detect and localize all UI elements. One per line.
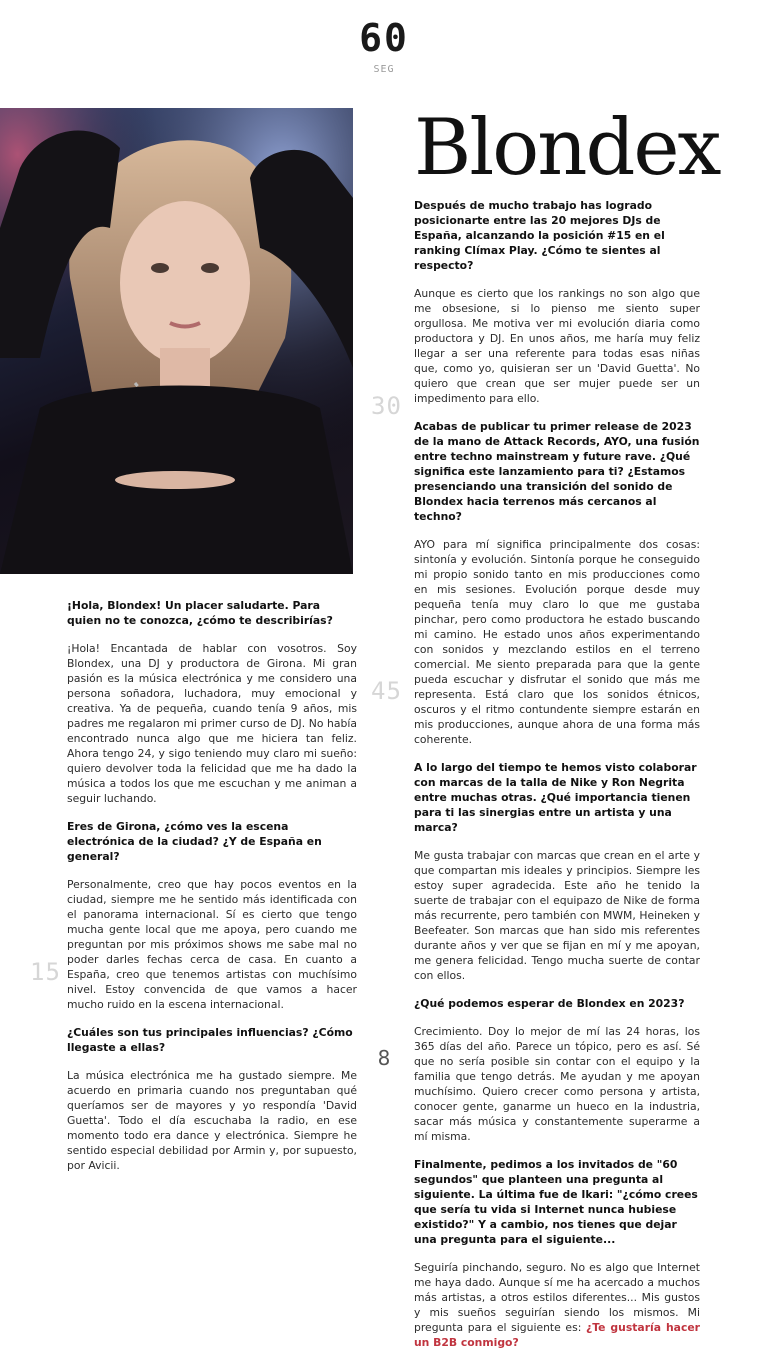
- interview-question: Acabas de publicar tu primer release de 2023 de la mano de Attack Records, AYO, una fusión entre techno mainstream y future rave. ¿Qué significa este lanzamiento para ti? ¿Estamos presenciando una transición del sonido de Blondex hacia terrenos más cercanos al techno?: [414, 420, 700, 523]
- right-column: [414, 198, 700, 1363]
- interview-question: Después de mucho trabajo has logrado posicionarte entre las 20 mejores DJs de España, alcanzando la posición #15 en el ranking Clímax Play. ¿Cómo te sientes al respecto?: [414, 199, 665, 272]
- interview-answer: Crecimiento. Doy lo mejor de mí las 24 horas, los 365 días del año. Parece un tópico, pero es así. Sé que no sería posible sin contar con el equipo y la familia que tengo detrás. Me ayudan y me apoyan muchísimo. Quiero crecer como persona y artista, conocer gente, ganarme un hueco en la industria, sacar más música y constantemente superarme a mí misma.: [414, 1025, 700, 1143]
- page-number: 8: [377, 1046, 391, 1070]
- interview-answer: ¡Hola! Encantada de hablar con vosotros. Soy Blondex, una DJ y productora de Girona. Mi gran pasión es la música electrónica y me considero una persona soñadora, luchadora, muy emocional y creativa. Ya de pequeña, cuando tenía 9 años, mis padres me regalaron mi primer curso de DJ. No había encontrado nunca algo que me hiciera tan feliz. Ahora tengo 24, y sigo teniendo muy claro mi sueño: quiero devolver toda la felicidad que me ha dado la música a todos los que me escuchan y me animan a seguir luchando.: [67, 642, 357, 805]
- interview-question: ¡Hola, Blondex! Un placer saludarte. Para quien no te conozca, ¿cómo te describirías?: [67, 599, 333, 627]
- interview-question: Finalmente, pedimos a los invitados de "60 segundos" que planteen una pregunta al siguiente. La última fue de Ikari: "¿cómo crees que sería tu vida si Internet nunca hubiese existido?" Y a cambio, nos tienes que dejar una pregunta para el siguiente...: [414, 1158, 698, 1246]
- margin-number: 45: [371, 677, 402, 705]
- interview-question: A lo largo del tiempo te hemos visto colaborar con marcas de la talla de Nike y Ron Negrita entre muchas otras. ¿Qué importancia tienen para ti las sinergias entre un artista y una marca?: [414, 761, 697, 834]
- interview-question: ¿Cuáles son tus principales influencias? ¿Cómo llegaste a ellas?: [67, 1026, 353, 1054]
- interview-answer: Me gusta trabajar con marcas que crean en el arte y que compartan mis ideales y principios. Siempre les estoy super agradecida. Este año he tenido la suerte de trabajar con el equipazo de Nike de forma más recurrente, pero también con MWM, Heineken y Beefeater. Son marcas que han sido mis referentes durante años y ver que se fijan en mí y me apoyan, me genera felicidad. Tengo mucha suerte de contar con ellos.: [414, 849, 700, 982]
- portrait-photo: [0, 108, 353, 574]
- margin-number: 15: [30, 958, 61, 986]
- portrait-illustration: [0, 108, 353, 574]
- article-title: Blondex: [414, 103, 720, 193]
- answer-text: Seguiría pinchando, seguro. No es algo que Internet me haya dado. Aunque sí me ha acercado a muchos más artistas, a otros estilos diferentes... Mis gustos y mis sueños seguirían siendo los mismos. Mi pregunta para el siguiente es:: [414, 1261, 700, 1334]
- section-number: 60: [359, 16, 409, 60]
- interview-question: Eres de Girona, ¿cómo ves la escena electrónica de la ciudad? ¿Y de España en general?: [67, 820, 322, 863]
- highlighted-question: ¿Te gustaría hacer un B2B conmigo?: [414, 1321, 701, 1349]
- interview-answer: Personalmente, creo que hay pocos eventos en la ciudad, siempre me he sentido más identificada con el panorama internacional. Sí es cierto que tengo mucha gente local que me apoya, pero cuando me preguntan por mis próximos shows me sabe mal no poder darles fechas cerca de casa. En cuanto a España, creo que tenemos artistas con muchísimo nivel. Estoy convencida de que vamos a hacer mucho ruido en la escena internacional.: [67, 878, 357, 1011]
- interview-answer: Aunque es cierto que los rankings no son algo que me obsesione, si lo pienso me siento super orgullosa. Me motiva ver mi evolución diaria como productora y DJ. En unos años, me haría muy feliz llegar a ser una referente para todas esas niñas que, como yo, quisieran ser un 'David Guetta'. No quiero que crean que ser mujer puede ser un impedimento para ello.: [414, 287, 700, 405]
- left-column: [67, 598, 357, 1186]
- section-unit: SEG: [373, 64, 395, 75]
- margin-number: 30: [371, 392, 402, 420]
- interview-question: ¿Qué podemos esperar de Blondex en 2023?: [414, 997, 685, 1010]
- interview-answer: AYO para mí significa principalmente dos cosas: sintonía y evolución. Sintonía porque he conseguido mi propio sonido tanto en mis producciones como en mis sesiones. Evolución porque desde muy pequeña tenía muy claro lo que me gustaba pinchar, pero como productora he estado buscando mi camino. He estado unos años experimentando con sonidos y mezclando estilos en el terreno comercial. Me siento preparada para que la gente pueda escuchar y disfrutar el sonido que más me representa. Está claro que los sonidos étnicos, oscuros y el ritmo contundente siempre estarán en mis producciones, aunque ahora de una forma más coherente.: [414, 538, 700, 746]
- interview-answer-final: [414, 1260, 700, 1350]
- interview-answer: La música electrónica me ha gustado siempre. Me acuerdo en primaria cuando nos preguntaban qué queríamos ser de mayores y yo respondía 'David Guetta'. Todo el día escuchaba la radio, en ese momento todo era dance y electrónica. Siempre he sentido especial debilidad por Armin y, por supuesto, por Avicii.: [67, 1069, 357, 1172]
